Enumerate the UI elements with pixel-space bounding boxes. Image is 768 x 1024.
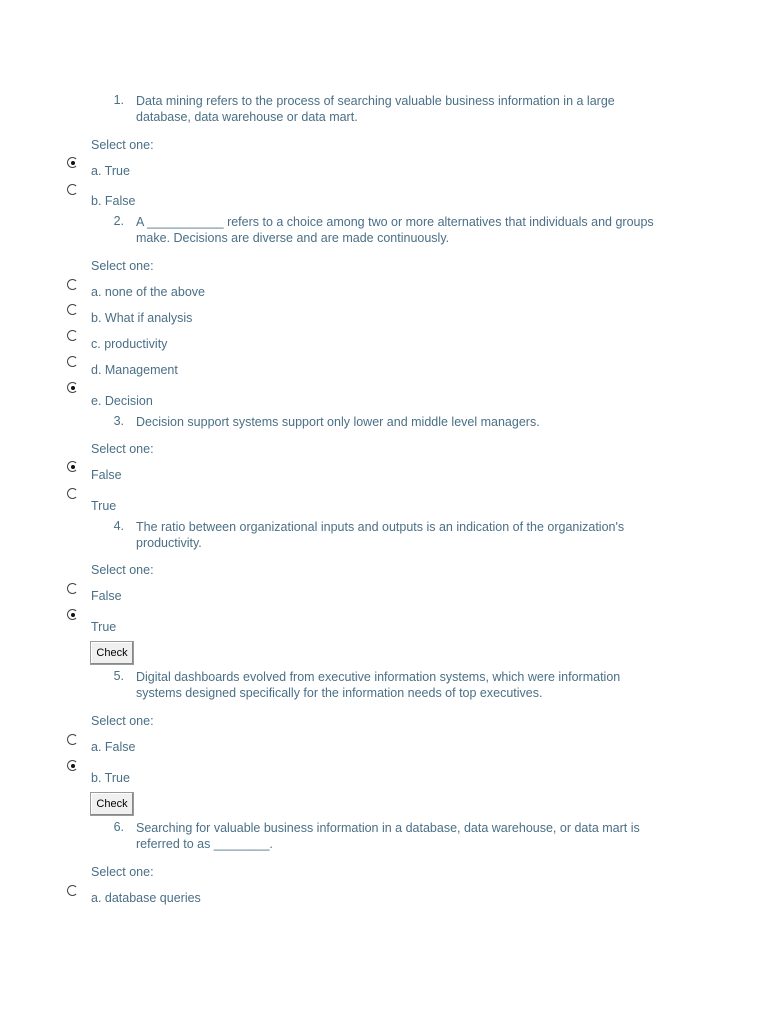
radio-option[interactable]: [67, 488, 78, 499]
option-label[interactable]: c. productivity: [91, 337, 168, 351]
option-label[interactable]: a. none of the above: [91, 285, 205, 299]
select-one-label: Select one:: [91, 138, 154, 152]
radio-option[interactable]: [67, 583, 78, 594]
option-label[interactable]: b. False: [91, 194, 136, 208]
select-one-label: Select one:: [91, 865, 154, 879]
question-text: Decision support systems support only lower and middle level managers.: [136, 415, 540, 429]
radio-option-selected[interactable]: [67, 760, 78, 771]
question-text: Digital dashboards evolved from executive information systems, which were information systems designed specifically for the information needs of top executives.: [136, 670, 621, 700]
question-number: 1.: [113, 93, 124, 107]
question-number: 4.: [113, 519, 124, 533]
radio-option-selected[interactable]: [67, 157, 78, 168]
question-text: A ___________ refers to a choice among two or more alternatives that individuals and groups make. Decisions are diverse and are made continuously.: [136, 215, 654, 245]
question-number: 6.: [113, 820, 124, 834]
option-label[interactable]: e. Decision: [91, 394, 153, 408]
option-label[interactable]: True: [91, 499, 117, 513]
option-label[interactable]: False: [91, 589, 122, 603]
radio-option-selected[interactable]: [67, 382, 78, 393]
question-text: Data mining refers to the process of searching valuable business information in a large database, data warehouse or data mart.: [136, 94, 615, 124]
option-label[interactable]: a. True: [91, 164, 130, 178]
select-one-label: Select one:: [91, 442, 154, 456]
radio-option[interactable]: [67, 184, 78, 195]
question-text: The ratio between organizational inputs and outputs is an indication of the organization's productivity.: [136, 520, 625, 550]
question-number: 2.: [113, 214, 124, 228]
radio-option[interactable]: [67, 734, 78, 745]
radio-option[interactable]: [67, 356, 78, 367]
option-label[interactable]: b. What if analysis: [91, 311, 193, 325]
radio-option-selected[interactable]: [67, 609, 78, 620]
option-label[interactable]: False: [91, 468, 122, 482]
select-one-label: Select one:: [91, 259, 154, 273]
select-one-label: Select one:: [91, 563, 154, 577]
question-text: Searching for valuable business information in a database, data warehouse, or data mart is referred to as ________.: [136, 821, 640, 851]
option-label[interactable]: b. True: [91, 771, 130, 785]
option-label[interactable]: d. Management: [91, 363, 178, 377]
radio-option-selected[interactable]: [67, 461, 78, 472]
radio-option[interactable]: [67, 279, 78, 290]
option-label[interactable]: True: [91, 620, 117, 634]
select-one-label: Select one:: [91, 714, 154, 728]
radio-option[interactable]: [67, 330, 78, 341]
option-label[interactable]: a. database queries: [91, 891, 201, 905]
question-number: 3.: [113, 414, 124, 428]
radio-option[interactable]: [67, 304, 78, 315]
check-button[interactable]: Check: [90, 792, 134, 816]
option-label[interactable]: a. False: [91, 740, 136, 754]
question-number: 5.: [113, 669, 124, 683]
radio-option[interactable]: [67, 885, 78, 896]
check-button[interactable]: Check: [90, 641, 134, 665]
